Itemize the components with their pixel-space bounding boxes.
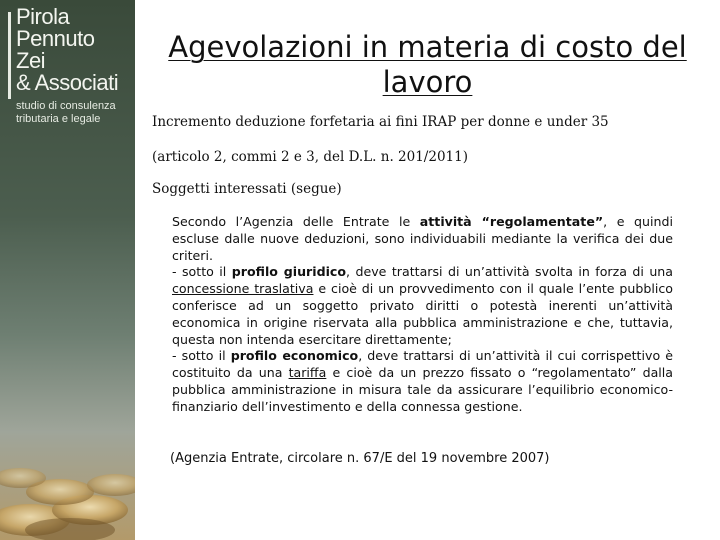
text-span: , deve trattarsi di un’attività il cui corrispettivo è costituito da una <box>172 348 673 381</box>
underlined-term: tariffa <box>288 365 327 381</box>
firm-name-line: Zei <box>16 48 46 73</box>
firm-name-line: Pirola <box>16 4 70 29</box>
text-span: e cioè da un prezzo fissato o “regolamentato” dalla pubblica amministrazione in misura tale da assicurare l’equilibrio economico-finanziario dell’investimento e della connessa gestione. <box>172 365 674 414</box>
section-heading: Incremento deduzione forfetaria ai fini IRAP per donne e under 35 <box>152 114 609 130</box>
coins-image <box>0 400 135 540</box>
text-span: - sotto il <box>172 348 231 364</box>
text-span: e cioè di un provvedimento con il quale l’ente pubblico conferisce ad un soggetto privato diritti o potestà inerenti un’attività economica in origine riservata alla pubblica amministrazione e che, tuttavia, questa non intenda esercitare direttamente; <box>172 281 674 347</box>
slide-title <box>135 30 720 100</box>
bold-term: profilo giuridico <box>231 264 347 280</box>
text-span: - sotto il <box>172 264 232 280</box>
title-line: Agevolazioni in materia di costo del <box>168 30 687 64</box>
subsection-heading: Soggetti interessati (segue) <box>152 181 342 197</box>
text-span: , e quindi escluse dalle nuove deduzioni, sono individuabili mediante la verifica dei due criteri. <box>172 214 673 263</box>
logo-accent-bar <box>8 12 11 99</box>
body-text <box>172 214 673 416</box>
bold-term: attività “regolamentate” <box>419 214 604 229</box>
paragraph-legal-profile <box>172 264 673 348</box>
bold-term: profilo economico <box>230 348 359 364</box>
firm-name-line: & Associati <box>16 70 119 95</box>
legal-reference: (articolo 2, commi 2 e 3, del D.L. n. 201/2011) <box>152 149 468 165</box>
firm-tagline <box>16 100 116 126</box>
underlined-term: concessione traslativa <box>172 281 314 297</box>
text-span: , deve trattarsi di un’attività svolta in forza di una <box>346 264 673 280</box>
paragraph-economic-profile <box>172 348 673 415</box>
firm-tagline-line: studio di consulenza <box>16 100 116 112</box>
title-line: lavoro <box>382 65 473 99</box>
source-citation: (Agenzia Entrate, circolare n. 67/E del 19 novembre 2007) <box>170 451 550 466</box>
sidebar-panel <box>0 0 135 540</box>
firm-tagline-line: tributaria e legale <box>16 113 101 125</box>
firm-name <box>16 6 118 94</box>
paragraph-intro <box>172 214 673 264</box>
firm-name-line: Pennuto <box>16 26 95 51</box>
text-span: Secondo l’Agenzia delle Entrate le <box>172 214 420 229</box>
